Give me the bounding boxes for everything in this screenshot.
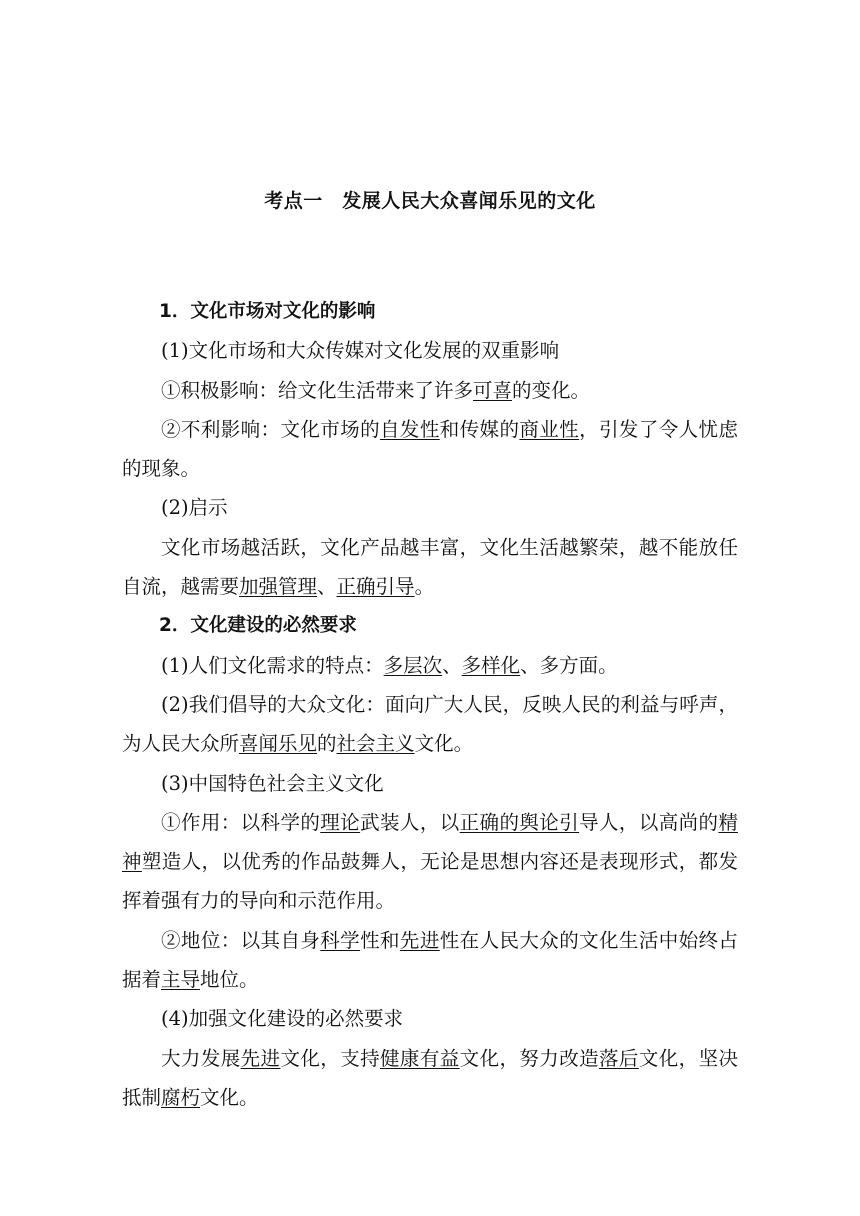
text-run: 文化。 xyxy=(200,1085,259,1109)
key-term: 健康有益 xyxy=(380,1046,460,1070)
text-run: 武装人，以 xyxy=(360,810,460,834)
text-run: 性在人民大众的文化生活中始终占据着 xyxy=(122,928,738,992)
key-term: 加强管理 xyxy=(239,575,318,599)
section-heading xyxy=(122,606,738,645)
text-run: 。 xyxy=(414,575,435,599)
text-run: 、 xyxy=(317,575,337,599)
text-run: ，引发了令人忧虑的现象。 xyxy=(122,417,738,481)
paragraph xyxy=(122,685,738,764)
text-run: 文化，努力改造 xyxy=(459,1046,600,1070)
text-run: (1)文化市场和大众传媒对文化发展的双重影响 xyxy=(161,339,560,363)
text-run: (2)启示 xyxy=(161,496,228,520)
body-text xyxy=(122,292,738,1117)
text-run: 大力发展 xyxy=(161,1046,241,1070)
key-term: 多样化 xyxy=(461,653,521,677)
text-run: 文化，坚决抵制 xyxy=(122,1046,738,1109)
text-run: 文化，支持 xyxy=(280,1046,381,1070)
paragraph xyxy=(122,410,738,489)
text-run: ②不利影响：文化市场的 xyxy=(161,417,380,441)
key-term: 主导 xyxy=(161,968,201,992)
text-run: 和传媒的 xyxy=(439,417,520,441)
key-term: 喜闻乐见 xyxy=(239,732,318,756)
key-term: 社会主义 xyxy=(336,732,415,756)
text-run: 2．文化建设的必然要求 xyxy=(159,615,357,637)
text-run: 文化。 xyxy=(414,732,474,756)
key-term: 先进 xyxy=(240,1046,281,1070)
section-heading xyxy=(122,292,738,331)
paragraph xyxy=(122,646,738,685)
key-term: 多层次 xyxy=(383,653,443,677)
text-run: ①积极影响：给文化生活带来了许多 xyxy=(161,378,474,402)
text-run: 文化市场越活跃，文化产品越丰富，文化生活越繁荣，越不能放任自流，越需要 xyxy=(122,535,738,599)
text-run: 、多方面。 xyxy=(520,653,618,677)
key-term: 腐朽 xyxy=(161,1085,201,1109)
paragraph xyxy=(122,764,738,803)
key-term: 商业性 xyxy=(519,417,580,441)
key-term: 先进 xyxy=(399,928,440,952)
paragraph xyxy=(122,371,738,410)
key-term: 正确的舆论引 xyxy=(459,810,580,834)
text-run: 的变化。 xyxy=(512,378,591,402)
text-run: ①作用：以科学的 xyxy=(161,810,321,834)
text-run: (1)人们文化需求的特点： xyxy=(161,653,384,677)
text-run: (3)中国特色社会主义文化 xyxy=(161,771,384,795)
paragraph xyxy=(122,999,738,1038)
text-run: 、 xyxy=(442,653,462,677)
key-term: 正确引导 xyxy=(336,575,415,599)
section-title: 考点一 发展人民大众喜闻乐见的文化 xyxy=(264,190,596,212)
paragraph xyxy=(122,803,738,921)
paragraph xyxy=(122,331,738,370)
text-run: ②地位：以其自身 xyxy=(161,928,321,952)
text-run: 的 xyxy=(317,732,337,756)
paragraph xyxy=(122,1039,738,1118)
paragraph xyxy=(122,488,738,527)
text-run: 塑造人，以优秀的作品鼓舞人，无论是思想内容还是表现形式，都发挥着强有力的导向和示范作用。 xyxy=(122,850,738,913)
key-term: 自发性 xyxy=(380,417,440,441)
text-run: 1．文化市场对文化的影响 xyxy=(159,301,376,322)
key-term: 可喜 xyxy=(473,378,513,402)
paragraph xyxy=(122,921,738,1000)
text-run: 地位。 xyxy=(200,968,259,992)
text-run: 性和 xyxy=(360,928,400,952)
text-run: 导人，以高尚的 xyxy=(579,810,719,834)
key-term: 科学 xyxy=(320,928,361,952)
text-run: (4)加强文化建设的必然要求 xyxy=(161,1007,404,1031)
paragraph xyxy=(122,528,738,607)
text-run: (2)我们倡导的大众文化：面向广大人民，反映人民的利益与呼声，为人民大众所 xyxy=(122,692,738,756)
key-term: 理论 xyxy=(320,810,361,834)
key-term: 落后 xyxy=(599,1046,639,1070)
key-term: 精神 xyxy=(122,810,738,874)
